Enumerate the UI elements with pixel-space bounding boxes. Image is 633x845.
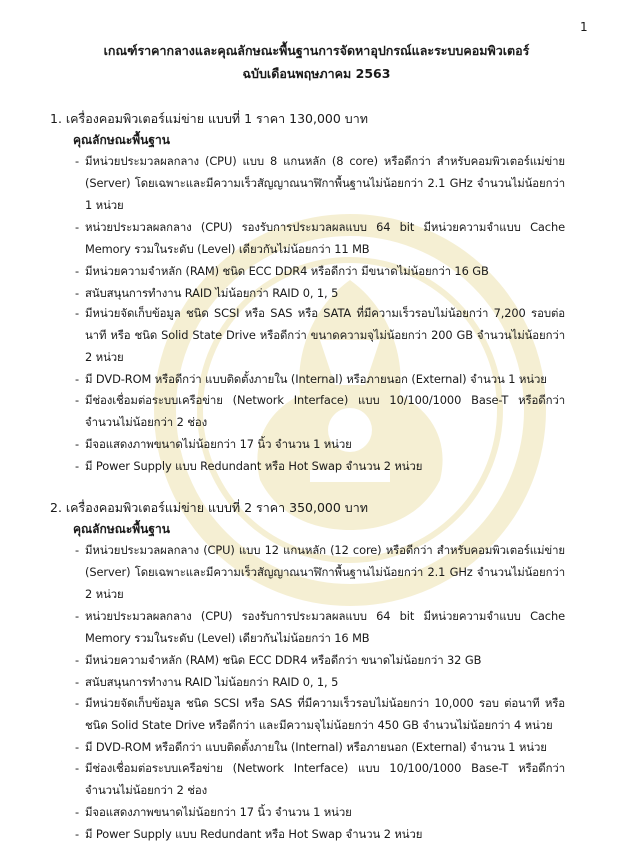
spec-item: - มีจอแสดงภาพขนาดไม่น้อยกว่า 17 นิ้ว จำนวน 1 หน่วย [75,805,352,819]
spec-item: - มีหน่วยประมวลผลกลาง (CPU) แบบ 8 แกนหลัก (8 core) หรือดีกว่า สำหรับคอมพิวเตอร์แม่ข่าย (Server) โดยเฉพาะและมีความเร็วสัญญาณนาฬิกาพื้นฐานไม่น้อยกว่า 2.1 GHz จำนวนไม่น้อยกว่า 1 หน่วย [75,154,565,212]
spec-item: - มี DVD-ROM หรือดีกว่า แบบติดตั้งภายใน (Internal) หรือภายนอก (External) จำนวน 1 หน่วย [75,740,547,754]
spec-item: - มี DVD-ROM หรือดีกว่า แบบติดตั้งภายใน (Internal) หรือภายนอก (External) จำนวน 1 หน่วย [75,372,547,386]
document-title: เกณฑ์ราคากลางและคุณลักษณะพื้นฐานการจัดหาอุปกรณ์และระบบคอมพิวเตอร์ [103,43,530,58]
document-subtitle: ฉบับเดือนพฤษภาคม 2563 [242,66,391,81]
spec-item: - สนับสนุนการทำงาน RAID ไม่น้อยกว่า RAID 0, 1, 5 [75,286,339,300]
section-subheading: คุณลักษณะพื้นฐาน [73,522,170,536]
spec-item: - มีหน่วยจัดเก็บข้อมูล ชนิด SCSI หรือ SAS ที่มีความเร็วรอบไม่น้อยกว่า 10,000 รอบ ต่อนาที หรือ ชนิด Solid State Drive หรือดีกว่า และมีความจุไม่น้อยกว่า 450 GB จำนวนไม่น้อยกว่า 4 หน่วย [75,696,565,732]
spec-item: - มีหน่วยความจำหลัก (RAM) ชนิด ECC DDR4 หรือดีกว่า มีขนาดไม่น้อยกว่า 16 GB [75,264,489,278]
spec-item: - มีช่องเชื่อมต่อระบบเครือข่าย (Network Interface) แบบ 10/100/1000 Base-T หรือดีกว่า จำนวนไม่น้อยกว่า 2 ช่อง [75,761,565,797]
spec-item: - มี Power Supply แบบ Redundant หรือ Hot Swap จำนวน 2 หน่วย [75,827,423,841]
spec-item: - มีช่องเชื่อมต่อระบบเครือข่าย (Network Interface) แบบ 10/100/1000 Base-T หรือดีกว่า จำนวนไม่น้อยกว่า 2 ช่อง [75,393,565,429]
spec-item: - หน่วยประมวลผลกลาง (CPU) รองรับการประมวลผลแบบ 64 bit มีหน่วยความจำแบบ Cache Memory รวมในระดับ (Level) เดียวกันไม่น้อยกว่า 11 MB [75,220,565,256]
spec-item: - มีหน่วยประมวลผลกลาง (CPU) แบบ 12 แกนหลัก (12 core) หรือดีกว่า สำหรับคอมพิวเตอร์แม่ข่าย (Server) โดยเฉพาะและมีความเร็วสัญญาณนาฬิกาพื้นฐานไม่น้อยกว่า 2.1 GHz จำนวนไม่น้อยกว่า 2 หน่วย [75,543,565,601]
spec-item: - มีหน่วยความจำหลัก (RAM) ชนิด ECC DDR4 หรือดีกว่า ขนาดไม่น้อยกว่า 32 GB [75,653,482,667]
section-subheading: คุณลักษณะพื้นฐาน [73,133,170,147]
section-heading: 1. เครื่องคอมพิวเตอร์แม่ข่าย แบบที่ 1 ราคา 130,000 บาท [50,111,369,126]
spec-item: - สนับสนุนการทำงาน RAID ไม่น้อยกว่า RAID 0, 1, 5 [75,675,339,689]
spec-item: - มีจอแสดงภาพขนาดไม่น้อยกว่า 17 นิ้ว จำนวน 1 หน่วย [75,437,352,451]
spec-item: - มีหน่วยจัดเก็บข้อมูล ชนิด SCSI หรือ SAS หรือ SATA ที่มีความเร็วรอบไม่น้อยกว่า 7,200 รอบต่อนาที หรือ ชนิด Solid State Drive หรือดีกว่า ขนาดความจุไม่น้อยกว่า 200 GB จำนวนไม่น้อยกว่า 2 หน่วย [75,306,565,364]
page-number: 1 [580,20,588,34]
spec-item: - มี Power Supply แบบ Redundant หรือ Hot Swap จำนวน 2 หน่วย [75,459,423,473]
spec-item: - หน่วยประมวลผลกลาง (CPU) รองรับการประมวลผลแบบ 64 bit มีหน่วยความจำแบบ Cache Memory รวมในระดับ (Level) เดียวกันไม่น้อยกว่า 16 MB [75,609,565,645]
section-heading: 2. เครื่องคอมพิวเตอร์แม่ข่าย แบบที่ 2 ราคา 350,000 บาท [50,500,369,515]
